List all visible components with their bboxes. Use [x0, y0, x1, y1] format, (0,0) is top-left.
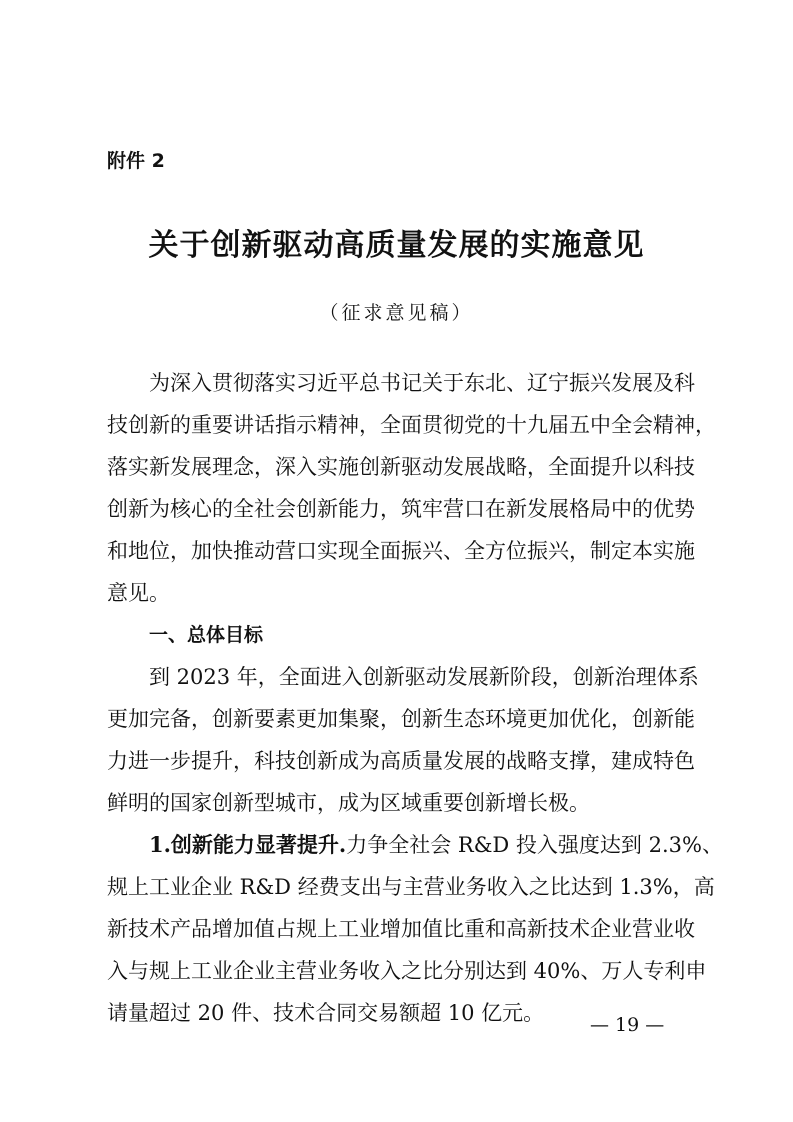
item-lead: 1.创新能力显著提升.	[149, 832, 347, 857]
text-line: 力进一步提升，科技创新成为高质量发展的战略支撑，建成特色	[107, 749, 695, 773]
text-line: 技创新的重要讲话指示精神，全面贯彻党的十九届五中全会精神，	[107, 413, 716, 437]
text-line: 入与规上工业企业主营业务收入之比分别达到 40%、万人专利申	[107, 959, 707, 983]
document-subtitle: （征求意见稿）	[319, 302, 474, 324]
intro-paragraph	[107, 362, 723, 1034]
attachment-label: 附件 2	[107, 150, 165, 172]
text-line: 请量超过 20 件、技术合同交易额超 10 亿元。	[107, 1001, 545, 1025]
text-line: 创新为核心的全社会创新能力，筑牢营口在新发展格局中的优势	[107, 497, 695, 521]
text-line: 新技术产品增加值占规上工业增加值比重和高新技术企业营业收	[107, 917, 695, 941]
document-title: 关于创新驱动高质量发展的实施意见	[148, 228, 645, 263]
section-heading: 一、总体目标	[149, 624, 264, 646]
item-first-line	[107, 824, 723, 866]
text-line: 规上工业企业 R&D 经费支出与主营业务收入之比达到 1.3%，高	[107, 875, 715, 899]
text-line: 到 2023 年，全面进入创新驱动发展新阶段，创新治理体系	[149, 665, 699, 689]
page-number: — 19 —	[590, 1014, 665, 1036]
text-line: 为深入贯彻落实习近平总书记关于东北、辽宁振兴发展及科	[149, 371, 695, 395]
text-line: 和地位，加快推动营口实现全面振兴、全方位振兴，制定本实施	[107, 539, 695, 563]
text-line: 更加完备，创新要素更加集聚，创新生态环境更加优化，创新能	[107, 707, 695, 731]
text-line: 意见。	[107, 581, 170, 605]
text-line: 落实新发展理念，深入实施创新驱动发展战略，全面提升以科技	[107, 455, 695, 479]
text-line: 鲜明的国家创新型城市，成为区域重要创新增长极。	[107, 791, 590, 815]
item-text: 力争全社会 R&D 投入强度达到 2.3%、	[346, 833, 723, 857]
